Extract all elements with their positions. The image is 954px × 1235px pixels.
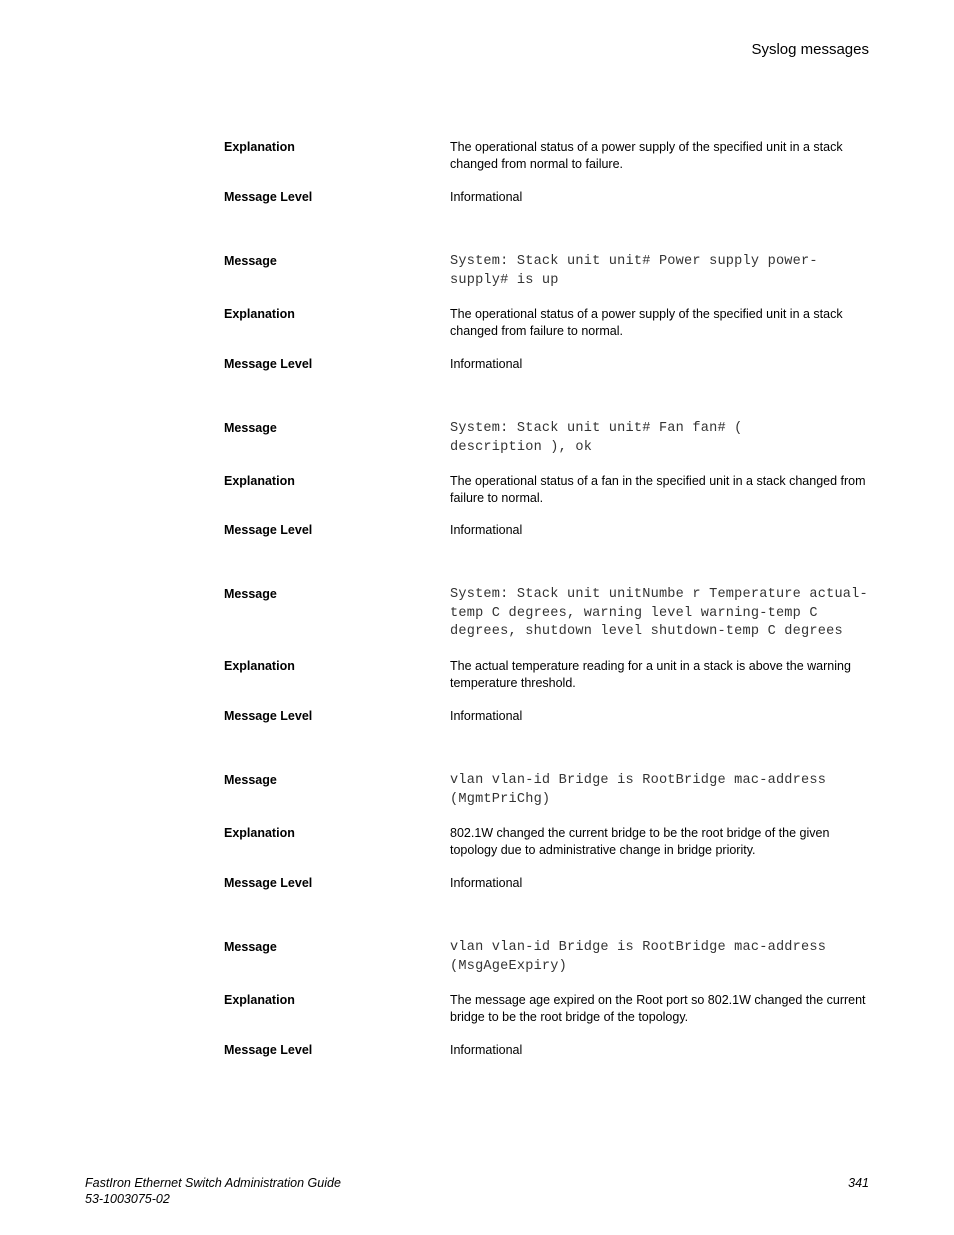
- message-level-label: Message Level: [224, 709, 313, 723]
- message-label: Message: [224, 254, 277, 268]
- message-level-value: Informational: [450, 709, 523, 723]
- footer-guide-title: FastIron Ethernet Switch Administration Guide: [85, 1176, 341, 1190]
- message-text: vlan vlan-id Bridge is RootBridge mac-address (MgmtPriChg): [450, 773, 827, 807]
- explanation-text: 802.1W changed the current bridge to be the root bridge of the given topology due to administrative change in bridge priority.: [450, 826, 830, 857]
- footer-doc-number: 53-1003075-02: [85, 1192, 170, 1206]
- message-label: Message: [224, 421, 277, 435]
- message-label: Message: [224, 940, 277, 954]
- explanation-label: Explanation: [224, 140, 295, 154]
- message-text: vlan vlan-id Bridge is RootBridge mac-address (MsgAgeExpiry): [450, 940, 827, 974]
- explanation-text: The operational status of a power supply of the specified unit in a stack changed from failure to normal.: [450, 307, 843, 338]
- footer-guide-info: [85, 1175, 341, 1207]
- explanation-label: Explanation: [224, 993, 295, 1007]
- message-level-label: Message Level: [224, 876, 313, 890]
- message-level-value: Informational: [450, 357, 523, 371]
- message-level-label: Message Level: [224, 523, 313, 537]
- message-level-value: Informational: [450, 523, 523, 537]
- message-level-label: Message Level: [224, 1043, 313, 1057]
- message-level-value: Informational: [450, 190, 523, 204]
- page-number: 341: [848, 1176, 869, 1190]
- message-level-value: Informational: [450, 876, 523, 890]
- explanation-label: Explanation: [224, 474, 295, 488]
- explanation-label: Explanation: [224, 659, 295, 673]
- section-title: Syslog messages: [751, 41, 869, 58]
- explanation-label: Explanation: [224, 826, 295, 840]
- explanation-text: The operational status of a power supply of the specified unit in a stack changed from normal to failure.: [450, 140, 843, 171]
- message-text: System: Stack unit unit# Power supply power-supply# is up: [450, 254, 818, 288]
- message-label: Message: [224, 773, 277, 787]
- message-level-label: Message Level: [224, 357, 313, 371]
- message-label: Message: [224, 587, 277, 601]
- message-text: System: Stack unit unitNumbe r Temperature actual-temp C degrees, warning level warning-temp C degrees, shutdown level shutdown-temp C degrees: [450, 587, 868, 639]
- message-level-value: Informational: [450, 1043, 523, 1057]
- explanation-text: The message age expired on the Root port so 802.1W changed the current bridge to be the root bridge of the topology.: [450, 993, 866, 1024]
- explanation-text: The operational status of a fan in the specified unit in a stack changed from failure to normal.: [450, 474, 866, 505]
- explanation-text: The actual temperature reading for a unit in a stack is above the warning temperature threshold.: [450, 659, 851, 690]
- message-level-label: Message Level: [224, 190, 313, 204]
- explanation-label: Explanation: [224, 307, 295, 321]
- message-text: System: Stack unit unit# Fan fan# ( description ), ok: [450, 421, 743, 455]
